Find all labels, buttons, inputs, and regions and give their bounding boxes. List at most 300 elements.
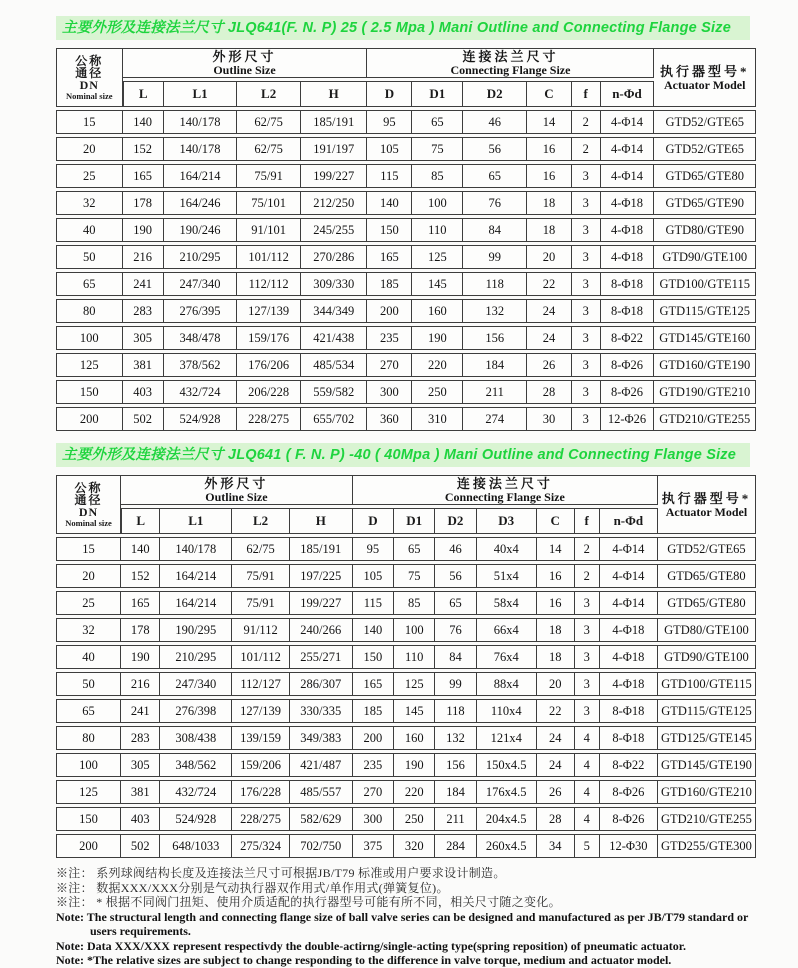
table-cell: 140: [367, 191, 412, 215]
table-cell: 18: [537, 618, 575, 642]
table-cell: 211: [463, 380, 527, 404]
table-cell: 165: [353, 672, 394, 696]
table-cell: 125: [394, 672, 435, 696]
table-cell: 200: [56, 834, 121, 858]
table-cell: 185: [353, 699, 394, 723]
table-cell: 76: [435, 618, 476, 642]
table-cell: 216: [121, 672, 160, 696]
table-cell: 4-Φ18: [601, 191, 655, 215]
table-cell: 190/295: [160, 618, 232, 642]
table-cell: 100: [56, 753, 121, 777]
table-cell: 100: [56, 326, 123, 350]
table-cell: 118: [463, 272, 527, 296]
group-header-en: Connecting Flange Size: [444, 490, 565, 504]
table-cell: GTD190/GTE210: [654, 380, 756, 404]
table-cell: 283: [123, 299, 164, 323]
table-cell: 212/250: [301, 191, 368, 215]
table-cell: 132: [435, 726, 476, 750]
table-cell: 75/91: [232, 564, 289, 588]
dn-header-line: Nominal size: [65, 517, 112, 528]
table-cell: 360: [367, 407, 412, 431]
table-cell: 127/139: [237, 299, 301, 323]
table-cell: 4-Φ14: [600, 591, 658, 615]
table-row: [56, 591, 756, 615]
table-cell: 270: [367, 353, 412, 377]
table-cell: 3: [575, 699, 600, 723]
table-cell: 245/255: [301, 218, 368, 242]
group-header-zh: 外形尺寸: [212, 49, 277, 64]
table-cell: 191/197: [301, 137, 368, 161]
table-cell: 150: [353, 645, 394, 669]
document-content: [56, 16, 758, 968]
table-cell: 3: [575, 672, 600, 696]
dn-header-line: 公称: [75, 53, 104, 68]
table-cell: 3: [572, 407, 601, 431]
table-cell: 432/724: [160, 780, 232, 804]
table-cell: 140/178: [164, 137, 238, 161]
table-cell: 165: [121, 591, 160, 615]
column-header-d3: D3: [477, 508, 537, 534]
table-cell: 199/227: [301, 164, 368, 188]
table-cell: 228/275: [237, 407, 301, 431]
table-cell: 100: [412, 191, 463, 215]
table-cell: 88x4: [477, 672, 537, 696]
table-cell: 16: [537, 564, 575, 588]
table-cell: GTD80/GTE90: [654, 218, 756, 242]
table-cell: 200: [56, 407, 123, 431]
table-cell: 502: [121, 834, 160, 858]
table-cell: 310: [412, 407, 463, 431]
table-cell: 4-Φ14: [600, 537, 658, 561]
table-cell: 228/275: [232, 807, 289, 831]
table-cell: 524/928: [164, 407, 238, 431]
table-cell: 185/191: [290, 537, 353, 561]
table-cell: 300: [353, 807, 394, 831]
column-header-h: H: [301, 81, 368, 107]
column-header-actuator-model: [658, 475, 756, 534]
column-header-d1: D1: [412, 81, 463, 107]
table-row: [56, 537, 756, 561]
table-cell: 8-Φ22: [600, 753, 658, 777]
table-cell: 132: [463, 299, 527, 323]
table-cell: 375: [353, 834, 394, 858]
table-cell: 20: [537, 672, 575, 696]
table-cell: 8-Φ18: [600, 699, 658, 723]
column-header-d: D: [367, 81, 412, 107]
table-cell: 25: [56, 591, 121, 615]
table-cell: 164/214: [160, 564, 232, 588]
actuator-header-en: Actuator Model: [664, 77, 746, 92]
table-cell: 348/562: [160, 753, 232, 777]
column-header-l2: L2: [237, 81, 301, 107]
table-cell: 206/228: [237, 380, 301, 404]
column-header-n-d: n-Φd: [601, 81, 655, 107]
table-cell: 502: [123, 407, 164, 431]
group-header-en: Outline Size: [213, 63, 276, 77]
table1-title: 主要外形及连接法兰尺寸 JLQ641(F. N. P) 25 ( 2.5 Mpa ) Mani Outline and Connecting Flange Size: [56, 16, 750, 40]
table-cell: 8-Φ26: [601, 380, 655, 404]
table-cell: 274: [463, 407, 527, 431]
table-row: [56, 245, 756, 269]
table-cell: 582/629: [290, 807, 353, 831]
table-cell: GTD65/GTE80: [658, 564, 756, 588]
table-cell: 211: [435, 807, 476, 831]
table-cell: GTD210/GTE255: [654, 407, 756, 431]
table-cell: 140/178: [164, 110, 238, 134]
table-cell: 344/349: [301, 299, 368, 323]
table-row: [56, 110, 756, 134]
table-row: [56, 191, 756, 215]
table-cell: 95: [367, 110, 412, 134]
table-cell: GTD145/GTE160: [654, 326, 756, 350]
column-header-f: f: [572, 81, 601, 107]
table-cell: 40: [56, 645, 121, 669]
table-cell: 62/75: [232, 537, 289, 561]
table-cell: 190: [121, 645, 160, 669]
table-cell: 118: [435, 699, 476, 723]
table-cell: 99: [435, 672, 476, 696]
table-cell: 381: [123, 353, 164, 377]
column-group-header-outline-size: [123, 48, 368, 78]
table-cell: 8-Φ26: [600, 807, 658, 831]
table-cell: 255/271: [290, 645, 353, 669]
table-cell: 190/246: [164, 218, 238, 242]
table-cell: 241: [121, 699, 160, 723]
table-cell: GTD80/GTE100: [658, 618, 756, 642]
column-header-f: f: [575, 508, 600, 534]
table-cell: 559/582: [301, 380, 368, 404]
table-cell: 247/340: [164, 272, 238, 296]
column-header-l2: L2: [232, 508, 289, 534]
column-group-header-connecting-flange-size: [367, 48, 654, 78]
table-cell: GTD65/GTE80: [654, 164, 756, 188]
table-cell: 115: [353, 591, 394, 615]
table-cell: GTD210/GTE255: [658, 807, 756, 831]
table-cell: 85: [412, 164, 463, 188]
table-cell: 164/214: [164, 164, 238, 188]
table-cell: 176x4.5: [477, 780, 537, 804]
table-cell: 150x4.5: [477, 753, 537, 777]
table-cell: 702/750: [290, 834, 353, 858]
table-cell: 95: [353, 537, 394, 561]
table-cell: 3: [575, 618, 600, 642]
table-cell: 3: [572, 353, 601, 377]
group-header-en: Outline Size: [205, 490, 268, 504]
table-cell: 200: [367, 299, 412, 323]
note-line: Note: *The relative sizes are subject to change responding to the difference in valve torque, medium and actuator model.: [56, 953, 672, 967]
table-cell: 3: [572, 272, 601, 296]
table-cell: 140/178: [160, 537, 232, 561]
table-cell: 8-Φ18: [601, 299, 655, 323]
column-header-d2: D2: [435, 508, 476, 534]
table-cell: 320: [394, 834, 435, 858]
table-cell: 160: [412, 299, 463, 323]
table-cell: 3: [572, 245, 601, 269]
table-cell: 100: [394, 618, 435, 642]
table-cell: 25: [56, 164, 123, 188]
table-cell: 140: [121, 537, 160, 561]
table-cell: 275/324: [232, 834, 289, 858]
table-cell: 101/112: [232, 645, 289, 669]
table-cell: GTD115/GTE125: [658, 699, 756, 723]
table-cell: 4-Φ14: [601, 110, 655, 134]
table-cell: 403: [121, 807, 160, 831]
table-cell: 110: [412, 218, 463, 242]
table-cell: 240/266: [290, 618, 353, 642]
column-header-h: H: [290, 508, 353, 534]
table-cell: 330/335: [290, 699, 353, 723]
dn-header-line: 通径: [74, 492, 103, 507]
table-cell: GTD90/GTE100: [654, 245, 756, 269]
table-cell: 51x4: [477, 564, 537, 588]
table-cell: 4-Φ14: [601, 137, 655, 161]
table-row: [56, 407, 756, 431]
table-cell: 30: [527, 407, 572, 431]
table-cell: 152: [121, 564, 160, 588]
table-cell: 4-Φ18: [600, 645, 658, 669]
table-cell: 184: [435, 780, 476, 804]
table-cell: 75/91: [232, 591, 289, 615]
column-header-l1: L1: [160, 508, 232, 534]
table-cell: 2: [575, 564, 600, 588]
table-cell: 50: [56, 245, 123, 269]
table-cell: 421/487: [290, 753, 353, 777]
table-cell: 15: [56, 110, 123, 134]
table-cell: 56: [435, 564, 476, 588]
table-cell: 18: [527, 218, 572, 242]
table-cell: 286/307: [290, 672, 353, 696]
table-cell: 8-Φ26: [601, 353, 655, 377]
table-cell: 20: [56, 137, 123, 161]
table-row: [56, 164, 756, 188]
actuator-header-zh: 执行器型号*: [661, 490, 752, 506]
table-cell: 3: [572, 380, 601, 404]
table-cell: 308/438: [160, 726, 232, 750]
table-cell: 220: [412, 353, 463, 377]
note-line: Note: The structural length and connecting flange size of ball valve series can be designed and manufactured as per JB/T79 standard or users requirements.: [56, 909, 749, 938]
table-cell: 199/227: [290, 591, 353, 615]
table-cell: 24: [537, 726, 575, 750]
table-cell: 4-Φ18: [600, 672, 658, 696]
column-header-n-d: n-Φd: [600, 508, 658, 534]
table-cell: 121x4: [477, 726, 537, 750]
table-cell: 75: [394, 564, 435, 588]
pn25-spec-table: [56, 45, 758, 434]
column-header-l1: L1: [164, 81, 238, 107]
table-cell: 4-Φ18: [601, 245, 655, 269]
table-cell: 524/928: [160, 807, 232, 831]
table-cell: 101/112: [237, 245, 301, 269]
table-cell: 22: [527, 272, 572, 296]
spec-table: [56, 472, 756, 861]
table-cell: 485/557: [290, 780, 353, 804]
table-cell: 176/228: [232, 780, 289, 804]
table-cell: 305: [121, 753, 160, 777]
table-row: [56, 726, 756, 750]
table-cell: 4-Φ14: [601, 164, 655, 188]
table-row: [56, 753, 756, 777]
table-cell: 24: [537, 753, 575, 777]
table-cell: 3: [575, 591, 600, 615]
table2-title: 主要外形及连接法兰尺寸 JLQ641 ( F. N. P) -40 ( 40Mpa ) Mani Outline and Connecting Flange Size: [56, 443, 750, 467]
table-cell: 75/91: [237, 164, 301, 188]
table-cell: 185/191: [301, 110, 368, 134]
table-cell: 432/724: [164, 380, 238, 404]
table-cell: GTD160/GTE190: [654, 353, 756, 377]
column-header-d2: D2: [463, 81, 527, 107]
table-cell: 270/286: [301, 245, 368, 269]
table-cell: 32: [56, 618, 121, 642]
table-row: [56, 834, 756, 858]
table-cell: 58x4: [477, 591, 537, 615]
table-cell: 305: [123, 326, 164, 350]
table-cell: 378/562: [164, 353, 238, 377]
table-cell: 140: [123, 110, 164, 134]
table-cell: 156: [463, 326, 527, 350]
table-cell: 220: [394, 780, 435, 804]
table-cell: 62/75: [237, 110, 301, 134]
table-cell: 197/225: [290, 564, 353, 588]
table-cell: 40: [56, 218, 123, 242]
table-cell: 80: [56, 299, 123, 323]
table-cell: 250: [412, 380, 463, 404]
table-cell: 3: [572, 299, 601, 323]
table-cell: 4: [575, 753, 600, 777]
table-cell: GTD52/GTE65: [658, 537, 756, 561]
table-cell: 112/127: [232, 672, 289, 696]
table-cell: 403: [123, 380, 164, 404]
table-cell: GTD90/GTE100: [658, 645, 756, 669]
table-cell: 216: [123, 245, 164, 269]
table-row: [56, 699, 756, 723]
table-cell: 115: [367, 164, 412, 188]
table-cell: 204x4.5: [477, 807, 537, 831]
table-cell: 300: [367, 380, 412, 404]
table-cell: 159/206: [232, 753, 289, 777]
table-cell: 4-Φ14: [600, 564, 658, 588]
table-cell: 65: [56, 699, 121, 723]
table-cell: 165: [367, 245, 412, 269]
table-cell: 125: [56, 353, 123, 377]
table-cell: 14: [527, 110, 572, 134]
table-cell: 164/214: [160, 591, 232, 615]
actuator-header-en: Actuator Model: [665, 504, 748, 519]
table-cell: 66x4: [477, 618, 537, 642]
table-cell: GTD65/GTE90: [654, 191, 756, 215]
table-cell: 125: [412, 245, 463, 269]
table-cell: 26: [527, 353, 572, 377]
table-cell: 200: [353, 726, 394, 750]
table-cell: 105: [367, 137, 412, 161]
table-cell: 160: [394, 726, 435, 750]
table-cell: 3: [572, 164, 601, 188]
table-cell: 84: [435, 645, 476, 669]
dn-header-line: DN: [79, 77, 99, 92]
table-cell: 349/383: [290, 726, 353, 750]
column-group-header-connecting-flange-size: [353, 475, 658, 505]
table-cell: 14: [537, 537, 575, 561]
column-header-dn-nominal-size: [56, 475, 121, 534]
table-cell: GTD125/GTE145: [658, 726, 756, 750]
column-header-c: C: [537, 508, 575, 534]
table-cell: 20: [56, 564, 121, 588]
table-cell: 247/340: [160, 672, 232, 696]
table-row: [56, 807, 756, 831]
group-header-zh: 外形尺寸: [204, 476, 269, 491]
column-header-l: L: [123, 81, 164, 107]
table-cell: 80: [56, 726, 121, 750]
table-cell: 150: [367, 218, 412, 242]
table-cell: 4-Φ18: [600, 618, 658, 642]
table-cell: 235: [353, 753, 394, 777]
table-cell: 5: [575, 834, 600, 858]
table-cell: GTD115/GTE125: [654, 299, 756, 323]
table-cell: 56: [463, 137, 527, 161]
table-cell: 250: [394, 807, 435, 831]
note-line: Note: Data XXX/XXX represent respectivdy the double-actirng/single-acting type(spring reposition) of pneumatic actuator.: [56, 938, 686, 953]
table-cell: 235: [367, 326, 412, 350]
column-header-l: L: [121, 508, 160, 534]
table-cell: 648/1033: [160, 834, 232, 858]
table-cell: 8-Φ26: [600, 780, 658, 804]
table-cell: 178: [121, 618, 160, 642]
table-cell: 127/139: [232, 699, 289, 723]
table-cell: 85: [394, 591, 435, 615]
table-row: [56, 326, 756, 350]
table-cell: GTD65/GTE80: [658, 591, 756, 615]
table-cell: 150: [56, 807, 121, 831]
table-cell: 284: [435, 834, 476, 858]
table-row: [56, 353, 756, 377]
table-cell: 65: [412, 110, 463, 134]
table-cell: 65: [463, 164, 527, 188]
table-row: [56, 218, 756, 242]
table-cell: 309/330: [301, 272, 368, 296]
dn-header-line: Nominal size: [65, 90, 113, 101]
table-cell: 152: [123, 137, 164, 161]
column-header-d: D: [353, 508, 394, 534]
column-header-d1: D1: [394, 508, 435, 534]
table-cell: 76: [463, 191, 527, 215]
table-cell: 156: [435, 753, 476, 777]
table-row: [56, 272, 756, 296]
table-cell: 4: [575, 807, 600, 831]
table-cell: 2: [572, 137, 601, 161]
table-cell: GTD255/GTE300: [658, 834, 756, 858]
table-cell: 18: [537, 645, 575, 669]
table-cell: 3: [575, 645, 600, 669]
table-cell: 260x4.5: [477, 834, 537, 858]
column-header-dn-nominal-size: [56, 48, 123, 107]
spec-table: [56, 45, 756, 434]
table-cell: 110x4: [477, 699, 537, 723]
dn-header-line: 通径: [75, 65, 104, 80]
table-cell: 178: [123, 191, 164, 215]
table-cell: 12-Φ26: [601, 407, 655, 431]
table-cell: 241: [123, 272, 164, 296]
table-cell: 16: [527, 137, 572, 161]
table-cell: 76x4: [477, 645, 537, 669]
table-cell: 65: [435, 591, 476, 615]
table-cell: 276/398: [160, 699, 232, 723]
table-cell: 28: [537, 807, 575, 831]
table-cell: GTD145/GTE190: [658, 753, 756, 777]
table-cell: 62/75: [237, 137, 301, 161]
table-cell: 20: [527, 245, 572, 269]
table-cell: 32: [56, 191, 123, 215]
table-cell: 65: [56, 272, 123, 296]
dn-header-line: 公称: [74, 480, 103, 495]
